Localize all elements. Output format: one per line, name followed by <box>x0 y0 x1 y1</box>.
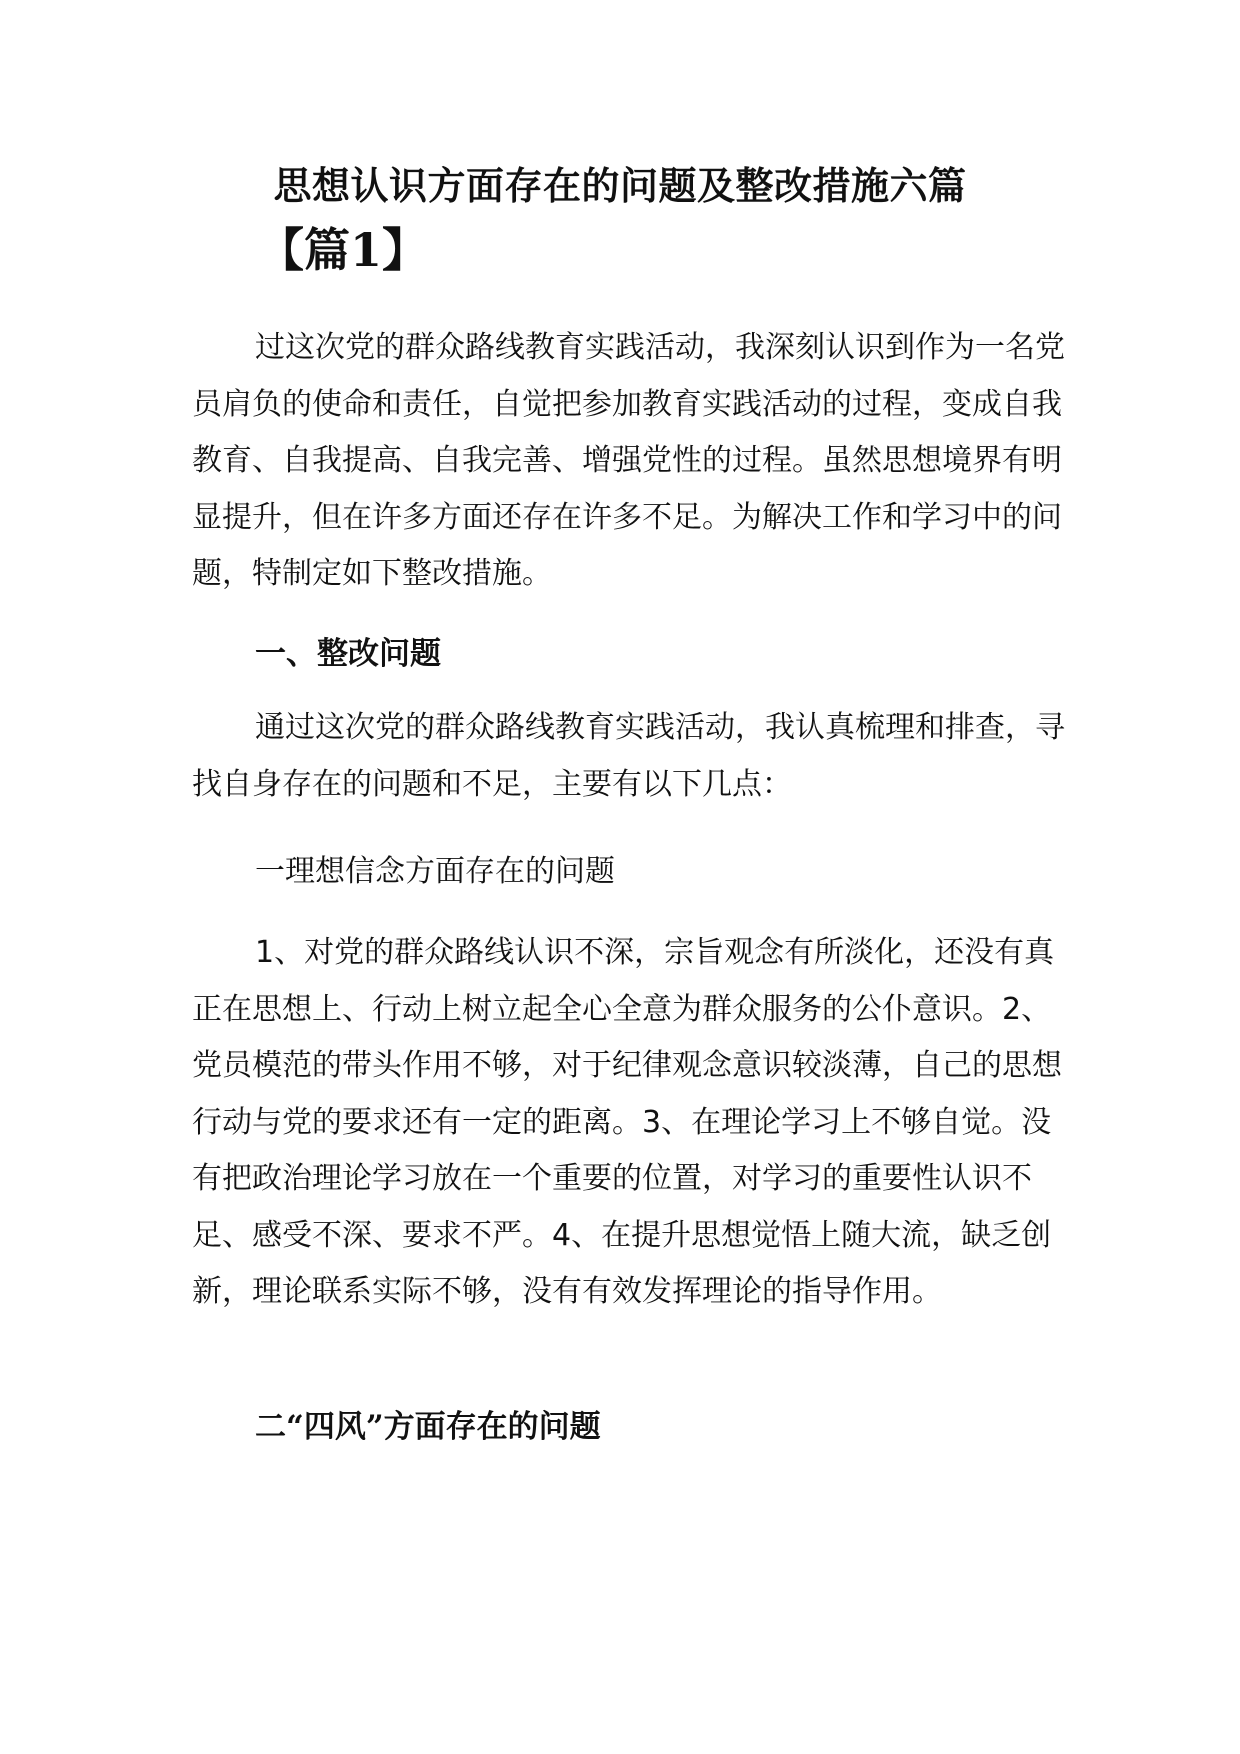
subheading-ideals-beliefs: 一理想信念方面存在的问题 <box>255 854 615 889</box>
review-paragraph: 通过这次党的群众路线教育实践活动，我认真梳理和排查，寻找自身存在的问题和不足，主要有以下几点： <box>192 710 1065 802</box>
intro-paragraph: 过这次党的群众路线教育实践活动，我深刻认识到作为一名党员肩负的使命和责任，自觉把参加教育实践活动的过程，变成自我教育、自我提高、自我完善、增强党性的过程。虽然思想境界有明显提升，但在许多方面还存在许多不足。为解决工作和学习中的问题，特制定如下整改措施。 <box>192 330 1065 591</box>
section-tag: 【篇1】 <box>258 223 429 277</box>
section-heading-rectification-issues: 一、整改问题 <box>255 636 441 672</box>
document-title: 思想认识方面存在的问题及整改措施六篇 <box>273 163 967 208</box>
section-heading-four-styles: 二“四风”方面存在的问题 <box>255 1409 601 1445</box>
issues-paragraph: 1、对党的群众路线认识不深，宗旨观念有所淡化，还没有真正在思想上、行动上树立起全心全意为群众服务的公仆意识。2、党员模范的带头作用不够，对于纪律观念意识较淡薄，自己的思想行动与党的要求还有一定的距离。3、在理论学习上不够自觉。没有把政治理论学习放在一个重要的位置，对学习的重要性认识不足、感受不深、要求不严。4、在提升思想觉悟上随大流，缺乏创新，理论联系实际不够，没有有效发挥理论的指导作用。 <box>192 935 1062 1309</box>
